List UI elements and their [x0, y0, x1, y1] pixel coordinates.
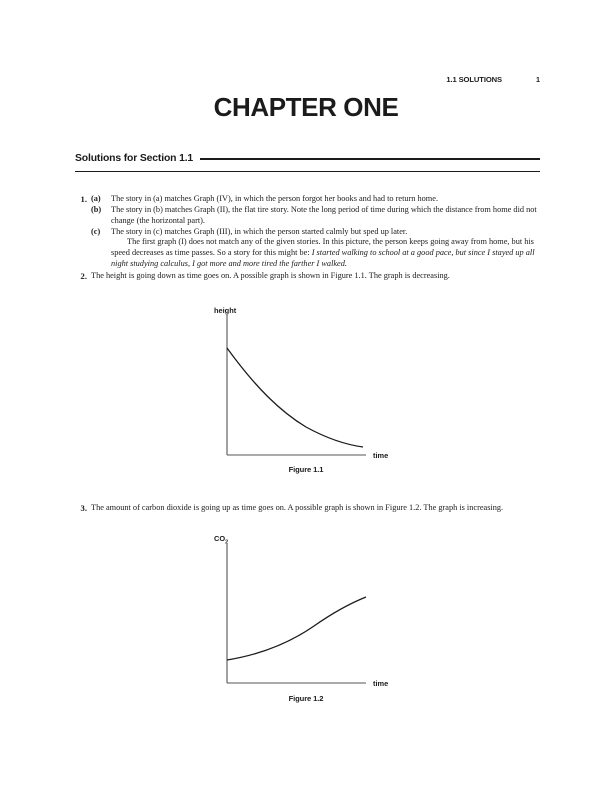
figure-1-2-graph: [196, 528, 416, 694]
subpart-b: [91, 205, 549, 227]
running-head-title: 1.1 SOLUTIONS: [446, 75, 502, 84]
problem-item: [75, 271, 549, 282]
figure-1-1: [0, 300, 612, 474]
section-rule-thick: [200, 158, 540, 161]
x-axis-label: time: [373, 451, 389, 460]
story-italic: I started walking to school at a good pace, but since I stayed up all night studying calculus, I got more and more tired the farther I walked.: [111, 248, 535, 269]
section-header: [75, 150, 540, 166]
subpart-list: [91, 194, 549, 237]
problem-list-continued: [75, 503, 549, 514]
growth-curve: [227, 597, 366, 660]
section-header-label: Solutions for Section 1.1: [75, 152, 194, 164]
subpart-text: The story in (a) matches Graph (IV), in which the person forgot her books and had to return home.: [111, 194, 439, 203]
chapter-title: CHAPTER ONE: [213, 92, 399, 122]
y-axis-label: height: [214, 306, 237, 315]
problem-item: [75, 194, 549, 270]
page-number: 1: [536, 75, 540, 84]
subpart-text: The story in (b) matches Graph (II), the flat tire story. Note the long period of time during which the distance from home did not change (the horizontal part).: [111, 204, 537, 225]
problem-text: The amount of carbon dioxide is going up as time goes on. A possible graph is shown in Figure 1.2. The graph is increasing.: [91, 503, 504, 512]
problem-body: [91, 194, 549, 270]
problem-number: 2.: [80, 271, 87, 282]
section-rule-thin: [75, 171, 540, 172]
figure-caption: Figure 1.1: [288, 465, 324, 474]
subpart-label: (a): [91, 194, 101, 203]
subpart-a: [91, 194, 549, 205]
problem-number: 3.: [80, 503, 87, 513]
decay-curve: [227, 348, 363, 447]
subpart-c: [91, 227, 549, 238]
subpart-label: (b): [91, 204, 102, 214]
subpart-label: (c): [91, 226, 101, 236]
problem-text: The height is going down as time goes on. A possible graph is shown in Figure 1.1. The graph is decreasing.: [91, 271, 450, 281]
figure-caption: Figure 1.2: [288, 694, 324, 703]
continuation-lead: The first graph (I) does not match any of the given stories. In this picture, the person keeps going away from home, but his speed decreases as time passes. So a story for this might be:: [111, 237, 534, 258]
problem-continuation: [111, 237, 549, 270]
figure-1-2: [0, 528, 612, 703]
subpart-text: The story in (c) matches Graph (III), in which the person started calmly but sped up later.: [111, 226, 408, 236]
running-head: [72, 75, 540, 89]
problem-number: 1.: [80, 194, 87, 204]
figure-1-1-graph: [196, 300, 416, 465]
y-axis-label: $CO_2$: [214, 534, 229, 546]
problem-list: [75, 194, 549, 282]
x-axis-label: time: [373, 679, 389, 688]
problem-item: [75, 503, 549, 514]
